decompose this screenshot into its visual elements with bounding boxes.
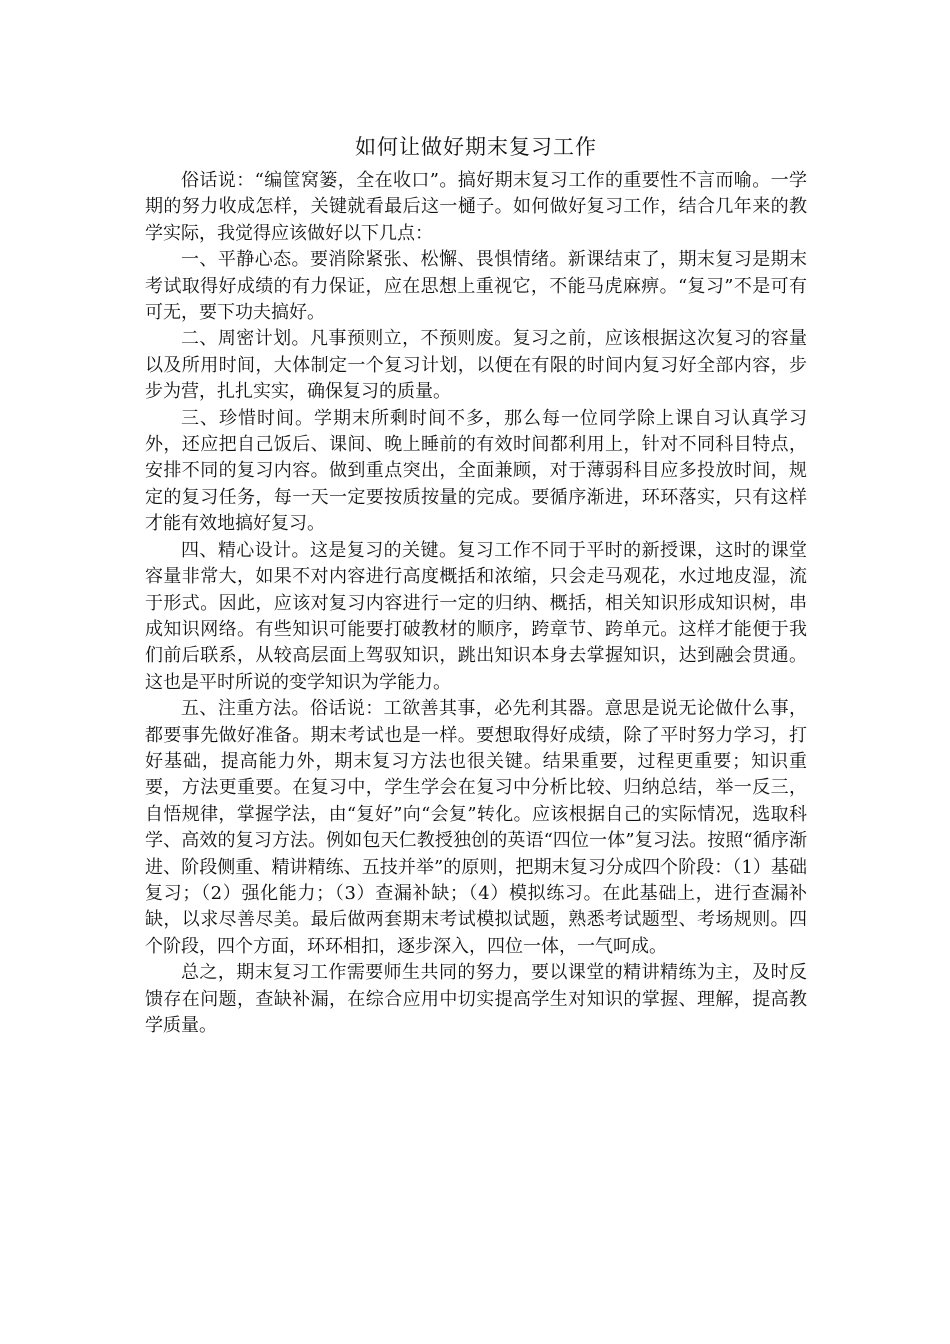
paragraph-point-2: 二、周密计划。凡事预则立，不预则废。复习之前，应该根据这次复习的容量以及所用时间，大体制定一个复习计划，以便在有限的时间内复习好全部内容，步步为营，扎扎实实，确保复习的质量。 xyxy=(145,328,807,403)
paragraph-point-4: 四、精心设计。这是复习的关键。复习工作不同于平时的新授课，这时的课堂容量非常大，如果不对内容进行高度概括和浓缩，只会走马观花，水过地皮湿，流于形式。因此，应该对复习内容进行一定的归纳、概括，相关知识形成知识树，串成知识网络。有些知识可能要打破教材的顺序，跨章节、跨单元。这样才能便于我们前后联系，从较高层面上驾驭知识，跳出知识本身去掌握知识，达到融会贯通。这也是平时所说的变学知识为学能力。 xyxy=(145,539,807,693)
document-title: 如何让做好期末复习工作 xyxy=(355,135,597,159)
paragraph-point-3: 三、珍惜时间。学期末所剩时间不多，那么每一位同学除上课自习认真学习外，还应把自己饭后、课间、晚上睡前的有效时间都利用上，针对不同科目特点，安排不同的复习内容。做到重点突出，全面兼顾，对于薄弱科目应多投放时间，规定的复习任务，每一天一定要按质按量的完成。要循序渐进，环环落实，只有这样才能有效地搞好复习。 xyxy=(145,407,807,535)
paragraph-point-1: 一、平静心态。要消除紧张、松懈、畏惧情绪。新课结束了，期末复习是期末考试取得好成绩的有力保证，应在思想上重视它，不能马虎麻痹。“复习”不是可有可无，要下功夫搞好。 xyxy=(145,249,807,324)
paragraph-conclusion: 总之，期末复习工作需要师生共同的努力，要以课堂的精讲精练为主，及时反馈存在问题，查缺补漏，在综合应用中切实提高学生对知识的掌握、理解，提高教学质量。 xyxy=(145,962,807,1036)
paragraph-intro: 俗话说：“编筐窝篓，全在收口”。搞好期末复习工作的重要性不言而喻。一学期的努力收成怎样，关键就看最后这一樋子。如何做好复习工作，结合几年来的教学实际，我觉得应该做好以下几点： xyxy=(145,170,807,244)
paragraph-point-5: 五、注重方法。俗话说：工欲善其事，必先利其器。意思是说无论做什么事，都要事先做好准备。期末考试也是一样。要想取得好成绩，除了平时努力学习，打好基础，提高能力外，期末复习方法也很关键。结果重要，过程更重要；知识重要，方法更重要。在复习中，学生学会在复习中分析比较、归纳总结，举一反三，自悟规律，掌握学法，由“复好”向“会复”转化。应该根据自己的实际情况，选取科学、高效的复习方法。例如包天仁教授独创的英语“四位一体”复习法。按照“循序渐进、阶段侧重、精讲精练、五技并举”的原则，把期末复习分成四个阶段：（1）基础复习；（2）强化能力；（3）查漏补缺；（4）模拟练习。在此基础上，进行查漏补缺，以求尽善尽美。最后做两套期末考试模拟试题，熟悉考试题型、考场规则。四个阶段，四个方面，环环相扣，逐步深入，四位一体，一气呵成。 xyxy=(145,698,807,957)
document-page xyxy=(145,130,807,1039)
